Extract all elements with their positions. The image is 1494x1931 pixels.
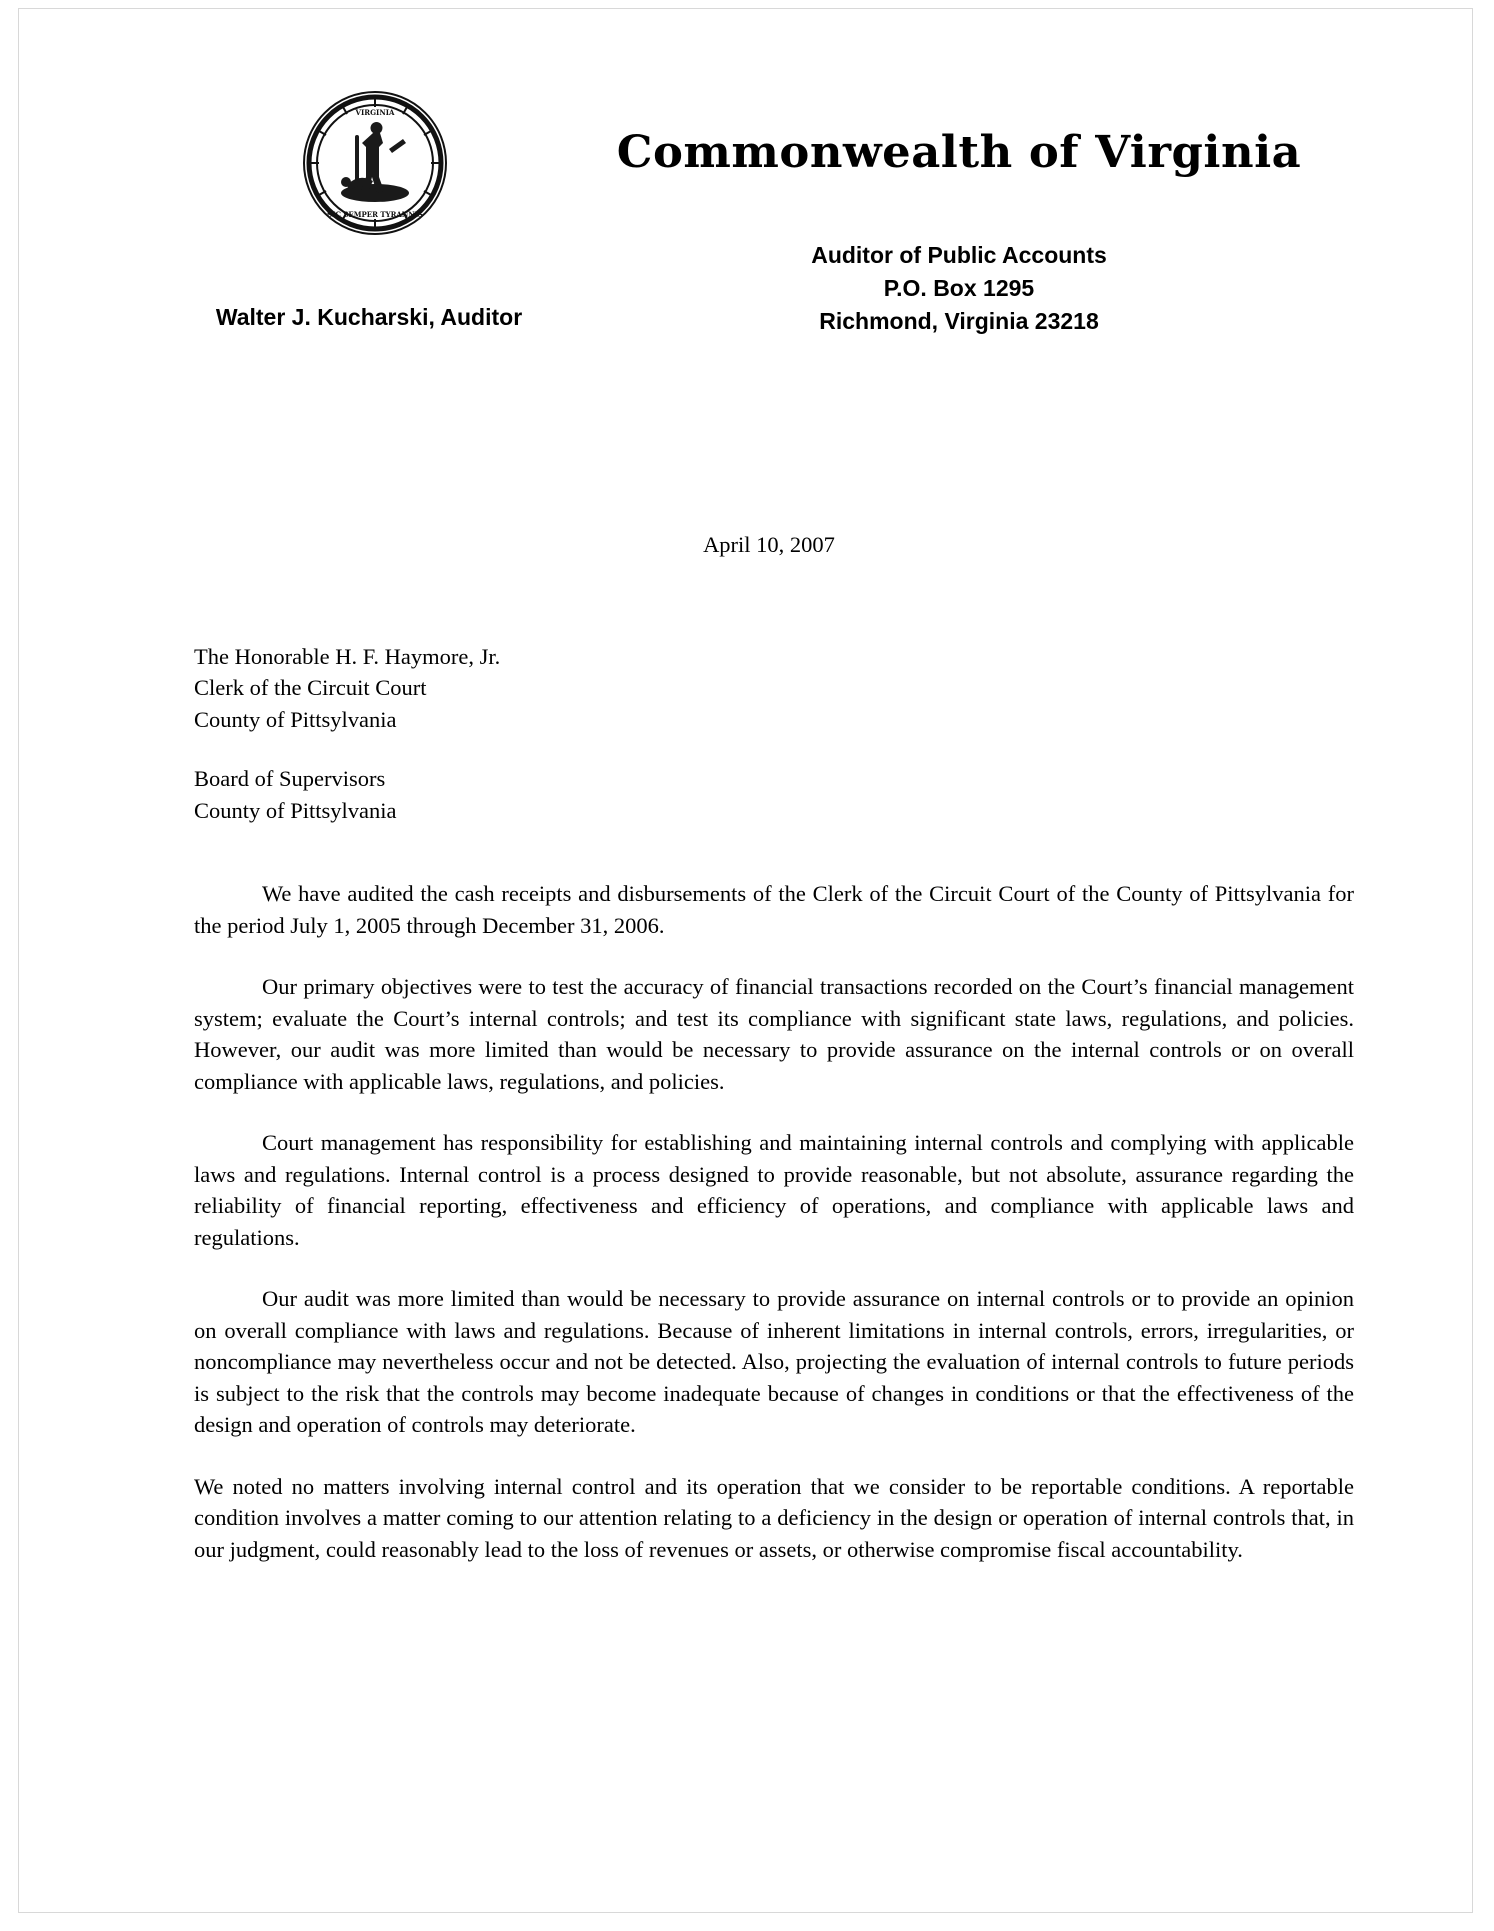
auditor-name: Walter J. Kucharski, Auditor <box>215 304 523 330</box>
letter-sheet <box>18 8 1473 1913</box>
commonwealth-wordmark: Commonwealth of Virginia <box>616 127 1302 178</box>
addressee-primary <box>194 641 1354 736</box>
office-line-3: Richmond, Virginia 23218 <box>819 308 1099 334</box>
office-line-2: P.O. Box 1295 <box>883 275 1035 301</box>
addressee-primary-line-3: County of Pittsylvania <box>194 706 397 732</box>
letter-body <box>194 529 1354 1595</box>
body-paragraph: Court management has responsibility for establishing and maintaining internal controls and complying with applicable laws and regulations. Internal control is a process designed to provide reasonable, but not absolute, assurance regarding the reliability of financial reporting, effectiveness and efficiency of operations, and compliance with applicable laws and regulations. <box>194 1130 1354 1250</box>
addressee-primary-line-2: Clerk of the Circuit Court <box>194 675 427 700</box>
body-paragraph: Our audit was more limited than would be necessary to provide assurance on internal controls or to provide an opinion on overall compliance with laws and regulations. Because of inherent limitations in internal controls, errors, irregularities, or noncompliance may nevertheless occur and not be detected. Also, projecting the evaluation of internal controls to future periods is subject to the risk that the controls may become inadequate because of changes in conditions or that the effectiveness of the design and operation of controls may deteriorate. <box>194 1286 1354 1437</box>
virginia-state-seal-icon <box>301 89 449 237</box>
addressee-secondary <box>194 763 1354 826</box>
letter-date: April 10, 2007 <box>703 532 835 557</box>
svg-text:VIRGINIA: VIRGINIA <box>355 108 395 117</box>
body-paragraph: We have audited the cash receipts and disbursements of the Clerk of the Circuit Court of the County of Pittsylvania for the period July 1, 2005 through December 31, 2006. <box>194 881 1354 938</box>
addressee-secondary-line-2: County of Pittsylvania <box>194 797 397 823</box>
svg-text:SIC SEMPER TYRANNIS: SIC SEMPER TYRANNIS <box>327 210 423 219</box>
body-paragraph: Our primary objectives were to test the accuracy of financial transactions recorded on the Court’s financial management system; evaluate the Court’s internal controls; and test its compliance with significant state laws, regulations, and policies. However, our audit was more limited than would be necessary to provide assurance on the internal controls or on overall compliance with applicable laws, regulations, and policies. <box>194 974 1354 1094</box>
office-address-block <box>579 239 1339 338</box>
office-line-1: Auditor of Public Accounts <box>811 242 1107 268</box>
letterhead <box>19 9 1472 334</box>
body-paragraph: We noted no matters involving internal control and its operation that we consider to be reportable conditions. A reportable condition involves a matter coming to our attention relating to a deficiency in the design or operation of internal controls that, in our judgment, could reasonably lead to the loss of revenues or assets, or otherwise compromise fiscal accountability. <box>194 1473 1354 1562</box>
addressee-primary-line-1: The Honorable H. F. Haymore, Jr. <box>194 643 501 669</box>
addressee-secondary-line-1: Board of Supervisors <box>194 766 386 791</box>
